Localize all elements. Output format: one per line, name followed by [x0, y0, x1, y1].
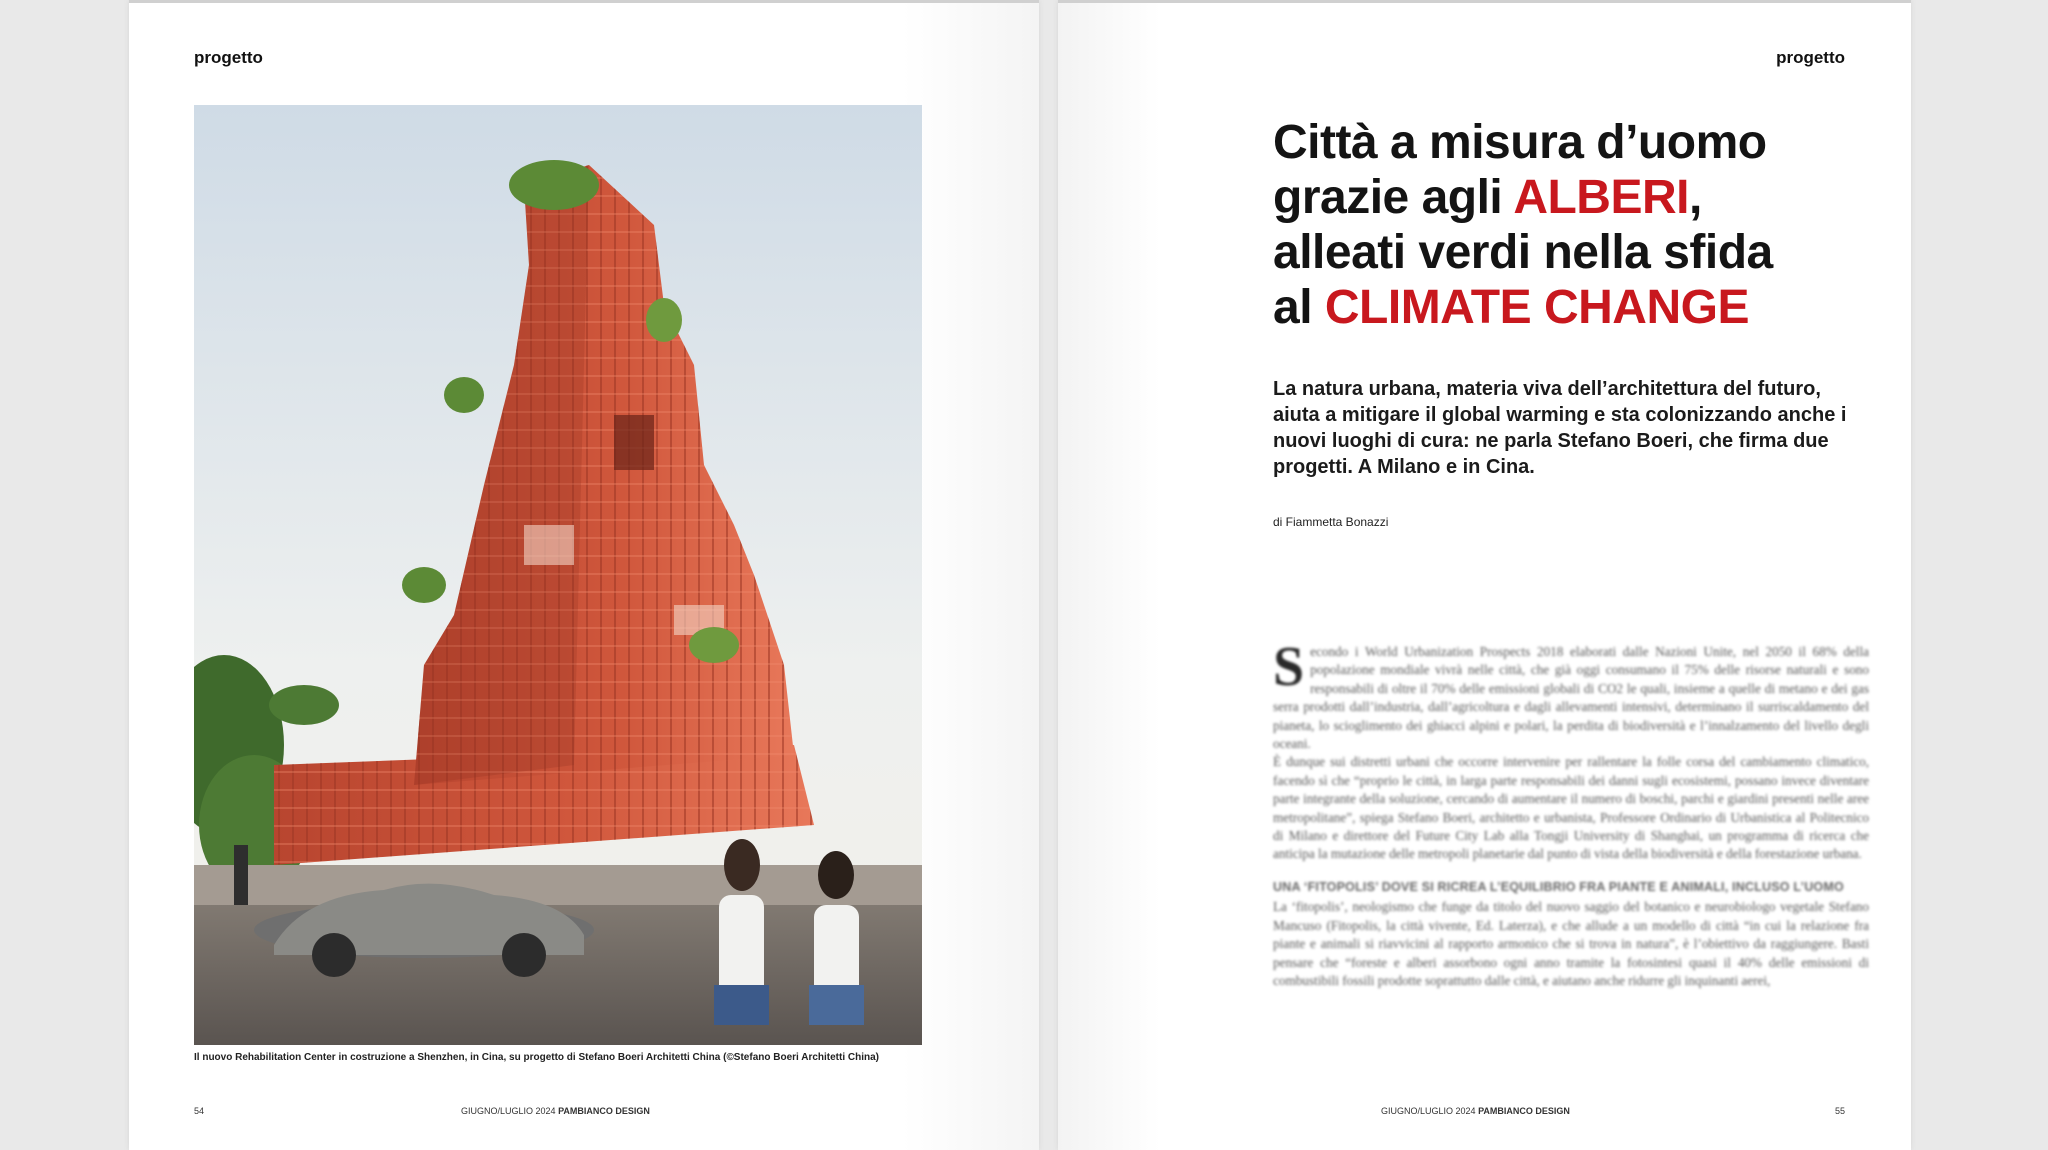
- page-edge-line: [1058, 0, 1911, 3]
- left-page: [129, 0, 1039, 1150]
- section-label: progetto: [194, 48, 263, 67]
- article-headline: [1273, 115, 1873, 335]
- building-rendering-image: [194, 105, 922, 1045]
- body-paragraph: È dunque sui distretti urbani che occorre intervenire per rallentare la folle corsa del cambiamento climatico, facendo sì che “proprio le città, in larga parte responsabili dei danni sugli ecosistemi, possano invece diventare parte integrante della soluzione, cercando di aumentare il numero di boschi, parchi e giardini presenti nelle aree metropolitane”, spiega Stefano Boeri, architetto e urbanista, Professore Ordinario di Urbanistica al Politecnico di Milano e direttore del Future City Lab alla Tongji University di Shanghai, un programma di ricerca che anticipa la mutazione delle metropoli planetarie dal punto di vista della biodiversità e della forestazione urbana.: [1273, 754, 1869, 862]
- right-page: [1058, 0, 1911, 1150]
- page-number: 54: [194, 1106, 205, 1116]
- headline-line: [1273, 170, 1873, 225]
- magazine-name: PAMBIANCO DESIGN: [558, 1106, 650, 1116]
- headline-line: Città a misura d’uomo: [1273, 116, 1767, 169]
- drop-cap: S: [1273, 636, 1305, 698]
- headline-highlight: CLIMATE CHANGE: [1324, 281, 1749, 334]
- headline-line: [1273, 280, 1873, 335]
- headline-text: al: [1273, 281, 1325, 334]
- body-paragraph: [1273, 636, 1869, 753]
- headline-line: alleati verdi nella sfida: [1273, 226, 1773, 279]
- magazine-name: PAMBIANCO DESIGN: [1478, 1106, 1570, 1116]
- headline-text: ,: [1688, 171, 1702, 224]
- page-number: 55: [1834, 1106, 1845, 1116]
- article-body: [1273, 636, 1869, 990]
- issue-date: GIUGNO/LUGLIO 2024: [461, 1106, 556, 1116]
- article-subheading: UNA ‘FITOPOLIS’ DOVE SI RICREA L’EQUILIBRIO FRA PIANTE E ANIMALI, INCLUSO L’UOMO: [1273, 879, 1844, 894]
- folio-issue: [1381, 1106, 1570, 1116]
- byline: di Fiammetta Bonazzi: [1273, 515, 1389, 529]
- page-edge-line: [129, 0, 1039, 3]
- issue-date: GIUGNO/LUGLIO 2024: [1381, 1106, 1476, 1116]
- headline-highlight: ALBERI: [1513, 171, 1689, 224]
- headline-text: grazie agli: [1273, 171, 1514, 224]
- paragraph-text: econdo i World Urbanization Prospects 2018 elaborati dalle Nazioni Unite, nel 2050 il 68% della popolazione mondiale vivrà nelle città, che già oggi consumano il 75% delle risorse naturali e sono responsabili di oltre il 70% delle emissioni globali di CO2 le quali, insieme a quelle di metano e dei gas serra prodotti dall’industria, dall’agricoltura e dagli allevamenti intensivi, determinano il surriscaldamento del pianeta, lo scioglimento dei ghiacci alpini e polari, la perdita di biodiversità e l’innalzamento del livello degli oceani.: [1273, 644, 1869, 752]
- hero-photo: [194, 105, 922, 1045]
- photo-caption: Il nuovo Rehabilitation Center in costruzione a Shenzhen, in Cina, su progetto di Stefano Boeri Architetti China (©Stefano Boeri Architetti China): [194, 1052, 880, 1063]
- body-paragraph: La ‘fitopolis’, neologismo che funge da titolo del nuovo saggio del botanico e neurobiologo vegetale Stefano Mancuso (Fitopolis, la città vivente, Ed. Laterza), e che allude a un modello di città “in cui la relazione fra piante e animali si riavvicini al rapporto armonico che si trova in natura”, è l’obiettivo da raggiungere. Basti pensare che “foreste e alberi assorbono ogni anno tramite la fotosintesi quasi il 40% delle emissioni di combustibili fossili prodotte soprattutto dalle città, e aiutano anche ridurre gli inquinanti aerei,: [1273, 899, 1869, 988]
- standfirst: La natura urbana, materia viva dell’architettura del futuro, aiuta a mitigare il global warming e sta colonizzando anche i nuovi luoghi di cura: ne parla Stefano Boeri, che firma due progetti. A Milano e in Cina.: [1273, 378, 1847, 478]
- section-label: progetto: [1776, 48, 1845, 67]
- folio-issue: [461, 1106, 650, 1116]
